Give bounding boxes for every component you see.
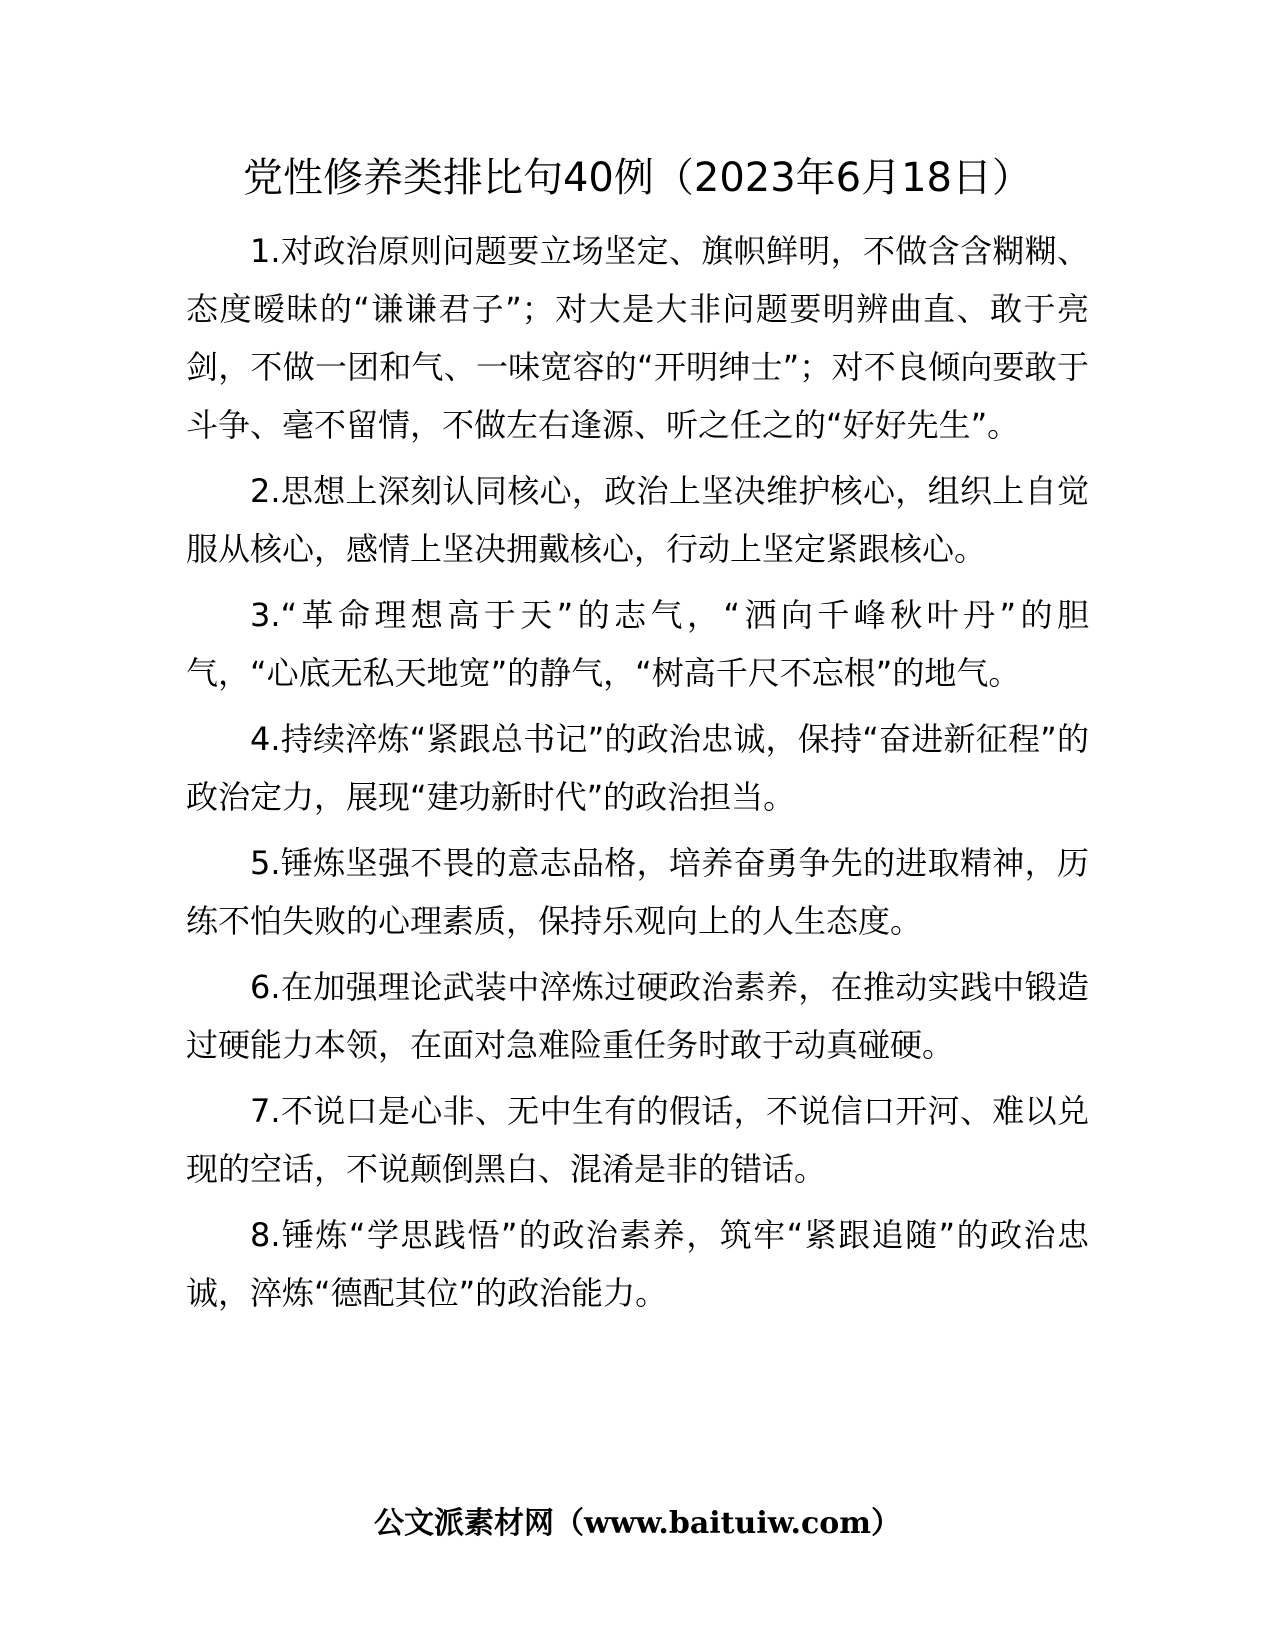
document-title: 党性修养类排比句40例（2023年6月18日） <box>242 155 1033 201</box>
paragraph-8: 8.锤炼“学思践悟”的政治素养，筑牢“紧跟追随”的政治忠诚，淬炼“德配其位”的政治能力。 <box>186 1216 1089 1312</box>
paragraph-6: 6.在加强理论武装中淬炼过硬政治素养，在推动实践中锻造过硬能力本领，在面对急难险重任务时敢于动真碰硬。 <box>186 968 1089 1064</box>
paragraph-3: 3.“革命理想高于天”的志气，“洒向千峰秋叶丹”的胆气，“心底无私天地宽”的静气，“树高千尺不忘根”的地气。 <box>186 596 1089 692</box>
paragraph-5: 5.锤炼坚强不畏的意志品格，培养奋勇争先的进取精神，历练不怕失败的心理素质，保持乐观向上的人生态度。 <box>186 844 1089 940</box>
paragraph-1: 1.对政治原则问题要立场坚定、旗帜鲜明，不做含含糊糊、态度暧昧的“谦谦君子”；对大是大非问题要明辨曲直、敢于亮剑，不做一团和气、一味宽容的“开明绅士”；对不良倾向要敢于斗争、毫不留情，不做左右逢源、听之任之的“好好先生”。 <box>186 232 1089 444</box>
paragraph-7: 7.不说口是心非、无中生有的假话，不说信口开河、难以兑现的空话，不说颠倒黑白、混淆是非的错话。 <box>186 1092 1089 1188</box>
paragraph-2: 2.思想上深刻认同核心，政治上坚决维护核心，组织上自觉服从核心，感情上坚决拥戴核心，行动上坚定紧跟核心。 <box>186 472 1089 568</box>
page-footer: 公文派素材网（www.baituiw.com） <box>373 1506 902 1541</box>
paragraph-4: 4.持续淬炼“紧跟总书记”的政治忠诚，保持“奋进新征程”的政治定力，展现“建功新时代”的政治担当。 <box>186 720 1089 816</box>
document-body <box>186 222 1089 1330</box>
